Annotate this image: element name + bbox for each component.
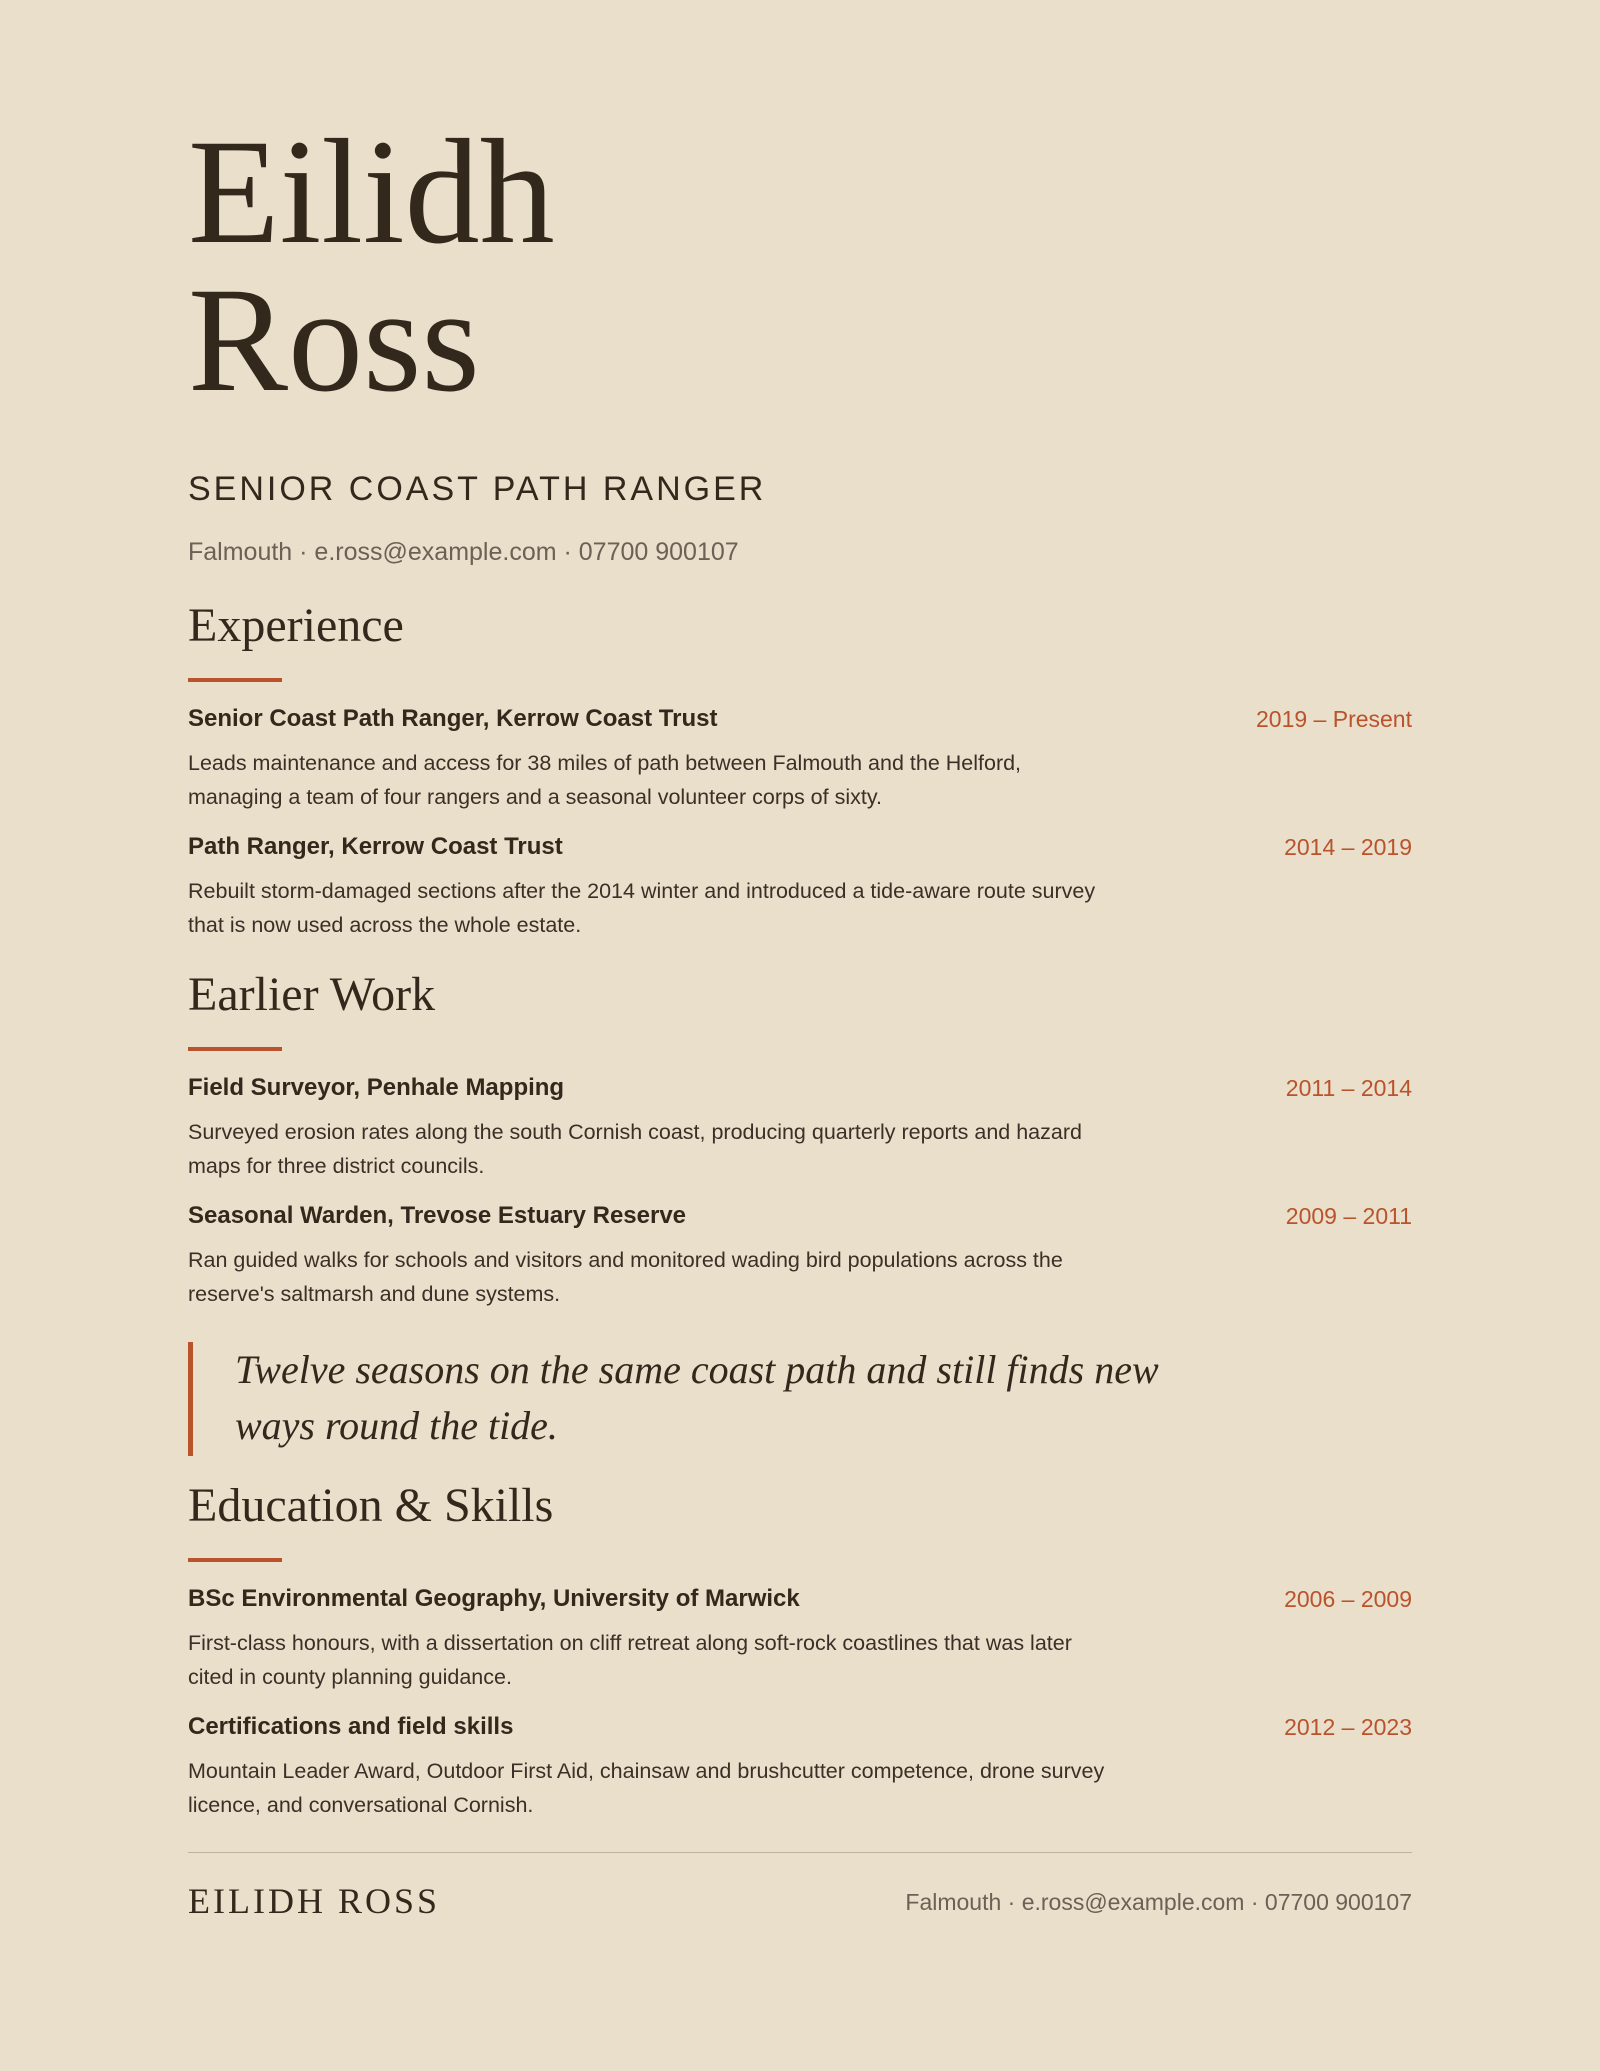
experience-section [188, 598, 1412, 942]
earlier-work-heading: Earlier Work [188, 968, 436, 1021]
earlier-work-entry [188, 1201, 1412, 1311]
entry-date: 2011 – 2014 [1285, 1075, 1412, 1101]
first-name: Eilidh [188, 109, 555, 275]
entry-description: First-class honours, with a dissertation on cliff retreat along soft-rock coastlines that was later cited in county planning guidance. [188, 1631, 1072, 1689]
last-name: Ross [188, 257, 480, 423]
entry-description: Leads maintenance and access for 38 miles of path between Falmouth and the Helford, managing a team of four rangers and a seasonal volunteer corps of sixty. [188, 751, 1022, 809]
entry-title: Path Ranger, Kerrow Coast Trust [188, 833, 563, 860]
section-rule [188, 1558, 282, 1562]
job-title: SENIOR COAST PATH RANGER [188, 470, 767, 508]
entry-title: Field Surveyor, Penhale Mapping [188, 1074, 565, 1101]
entry-description: Rebuilt storm-damaged sections after the 2014 winter and introduced a tide-aware route survey that is now used across the whole estate. [188, 879, 1096, 937]
pull-quote: Twelve seasons on the same coast path and still finds new ways round the tide. [188, 1342, 1238, 1456]
footer-contact: Falmouth · e.ross@example.com · 07700 900107 [905, 1889, 1412, 1915]
education-heading: Education & Skills [188, 1479, 554, 1532]
section-rule [188, 1047, 282, 1051]
entry-description: Surveyed erosion rates along the south Cornish coast, producing quarterly reports and hazard maps for three district councils. [188, 1120, 1082, 1178]
experience-entry [188, 832, 1412, 942]
entry-date: 2019 – Present [1255, 706, 1412, 732]
footer-name: EILIDH ROSS [188, 1881, 441, 1921]
footer-divider [188, 1852, 1412, 1853]
entry-title: Seasonal Warden, Trevose Estuary Reserve [188, 1202, 687, 1229]
entry-title: Certifications and field skills [188, 1713, 514, 1740]
earlier-work-entry [188, 1073, 1412, 1183]
entry-title: BSc Environmental Geography, University of Marwick [188, 1585, 800, 1612]
experience-entry [188, 704, 1412, 814]
experience-heading: Experience [188, 599, 404, 652]
education-entry [188, 1712, 1412, 1822]
section-rule [188, 678, 282, 682]
education-entry [188, 1584, 1412, 1694]
entry-description: Mountain Leader Award, Outdoor First Aid, chainsaw and brushcutter competence, drone survey licence, and conversational Cornish. [188, 1759, 1105, 1817]
entry-date: 2012 – 2023 [1284, 1714, 1412, 1740]
header-contact: Falmouth · e.ross@example.com · 07700 900107 [188, 538, 739, 566]
entry-description: Ran guided walks for schools and visitors and monitored wading bird populations across the reserve's saltmarsh and dune systems. [188, 1248, 1063, 1306]
entry-date: 2009 – 2011 [1285, 1203, 1412, 1229]
entry-date: 2014 – 2019 [1284, 834, 1412, 860]
entry-date: 2006 – 2009 [1284, 1586, 1412, 1612]
entry-title: Senior Coast Path Ranger, Kerrow Coast Trust [188, 705, 718, 732]
earlier-work-section [188, 967, 1412, 1311]
full-name [188, 109, 555, 423]
education-section [188, 1478, 1412, 1822]
